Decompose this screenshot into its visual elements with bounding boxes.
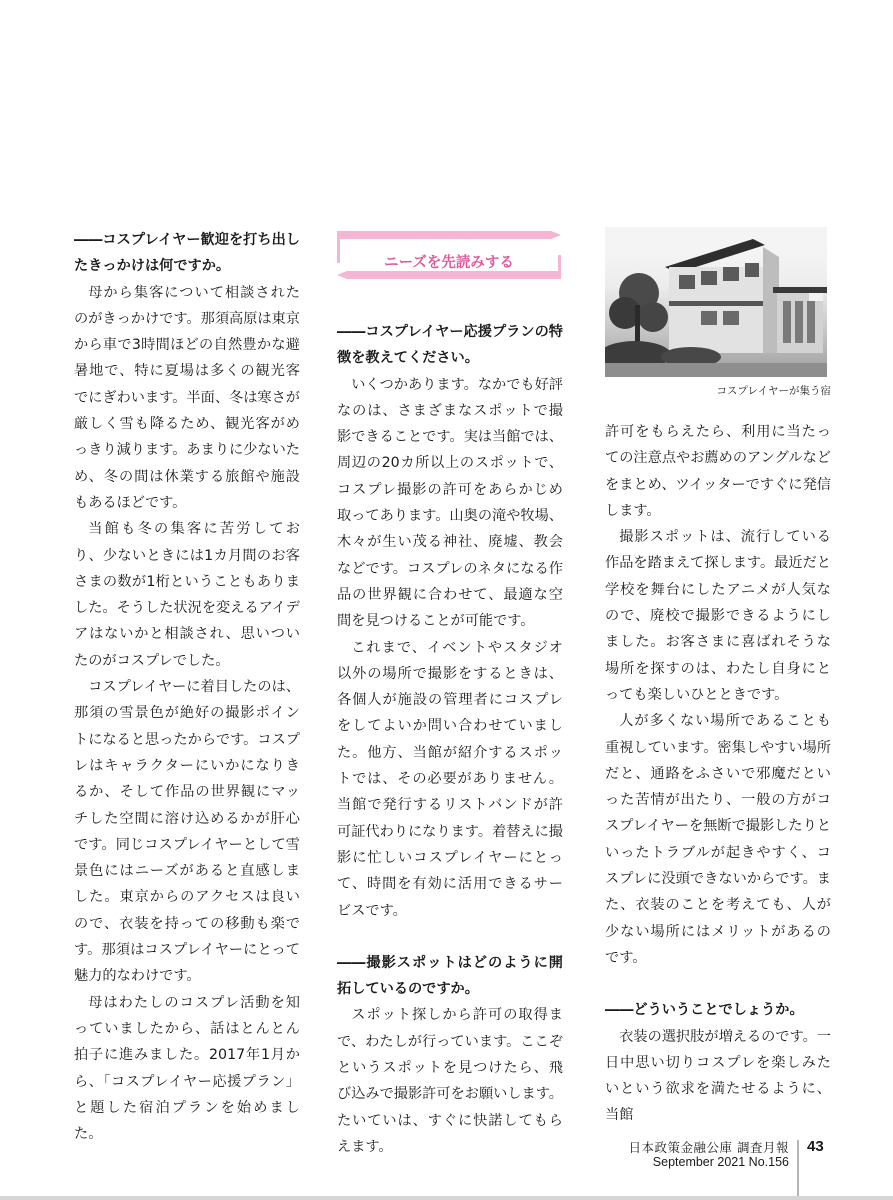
- photo-caption: コスプレイヤーが集う宿: [716, 385, 831, 397]
- paragraph-gap: [337, 924, 563, 950]
- page-number: 43: [807, 1138, 824, 1155]
- article-column-1: [74, 227, 300, 1147]
- body-paragraph: これまで、イベントやスタジオ以外の場所で撮影をするときは、各個人が施設の管理者にコスプレをしてよいか問い合わせていました。他方、当館が紹介するスポットでは、その必要がありません。当館で発行するリストバンドが許可証代わりになります。着替えに撮影に忙しいコスプレイヤーにとって、時間を有効に活用できるサービスです。: [337, 639, 563, 919]
- interview-question: ――コスプレイヤー応援プランの特徴を教えてください。: [337, 324, 563, 367]
- issue-label: September 2021 No.156: [652, 1155, 789, 1169]
- interview-question: ――コスプレイヤー歓迎を打ち出したきっかけは何ですか。: [74, 232, 300, 275]
- interview-question: ――撮影スポットはどのように開拓しているのですか。: [337, 954, 563, 998]
- body-paragraph: コスプレイヤーに着目したのは、那須の雪景色が絶好の撮影ポイントになると思ったからです。コスプレはキャラクターにいかになりきるか、そして作品の世界観にマッチした空間に溶け込めるかが肝心です。同じコスプレイヤーとして雪景色にはニーズがあると直感しました。東京からのアクセスは良いので、衣装を持っての移動も楽です。那須はコスプレイヤーにとって魅力的なわけです。: [74, 679, 300, 985]
- publication-name: 日本政策金融公庫 調査月報: [628, 1140, 789, 1155]
- interview-question: ――どういうことでしょうか。: [605, 1002, 804, 1019]
- body-paragraph: スポット探しから許可の取得まで、わたしが行っています。ここぞというスポットを見つけたら、飛び込みで撮影許可をお願いします。たいていは、すぐに快諾してもらえます。: [337, 1007, 563, 1155]
- body-paragraph: 母から集客について相談されたのがきっかけです。那須高原は東京から車で3時間ほどの自然豊かな避暑地で、特に夏場は多くの観光客でにぎわいます。半面、冬は寒さが厳しく雪も降るため、観光客がめっきり減ります。あまりに少ないため、冬の間は休業する旅館や施設もあるほどです。: [74, 284, 300, 511]
- section-heading-band: [337, 227, 561, 319]
- paragraph-gap: [605, 971, 831, 997]
- body-paragraph: 当館も冬の集客に苦労しており、少ないときには1カ月間のお客さまの数が1桁ということもありました。そうした状況を変えるアイデアはないかと相談され、思いついたのがコスプレでした。: [74, 521, 300, 669]
- body-paragraph: 許可をもらえたら、利用に当たっての注意点やお薦めのアングルなどをまとめ、ツイッターですぐに発信します。: [605, 424, 831, 519]
- bottom-edge-line: [0, 1196, 893, 1200]
- section-heading: ニーズを先読みする: [384, 255, 514, 271]
- inn-photo: [605, 227, 827, 377]
- page-footer: [629, 1140, 789, 1170]
- footer-divider: [797, 1140, 799, 1200]
- body-paragraph: 人が多くない場所であることも重視しています。密集しやすい場所だと、通路をふさいで邪魔だといった苦情が出たり、一般の方がコスプレイヤーを無断で撮影したりといったトラブルが起きやすく、コスプレに没頭できないからです。また、衣装のことを考えても、人が少ない場所にはメリットがあるのです。: [605, 713, 831, 966]
- body-paragraph: 撮影スポットは、流行している作品を踏まえて探します。最近だと学校を舞台にしたアニメが人気なので、廃校で撮影できるようにしました。お客さまに喜ばれそうな場所を探すのは、わたし自身にとっても楽しいひとときです。: [605, 529, 831, 703]
- article-column-2: [337, 227, 563, 1160]
- article-column-3: [605, 227, 831, 1129]
- body-paragraph: いくつかあります。なかでも好評なのは、さまざまなスポットで撮影できることです。実は当館では、周辺の20カ所以上のスポットで、コスプレ撮影の許可をあらかじめ取ってあります。山奥の滝や牧場、木々が生い茂る神社、廃墟、教会などです。コスプレのネタになる作品の世界観に合わせて、最適な空間を見つけることが可能です。: [337, 376, 563, 630]
- body-paragraph: 母はわたしのコスプレ活動を知っていましたから、話はとんとん拍子に進みました。2017年1月から、「コスプレイヤー応援プラン」と題した宿泊プランを始めました。: [74, 994, 300, 1143]
- body-paragraph: 衣装の選択肢が増えるのです。一日中思い切りコスプレを楽しみたいという欲求を満たせるように、当館: [605, 1028, 831, 1124]
